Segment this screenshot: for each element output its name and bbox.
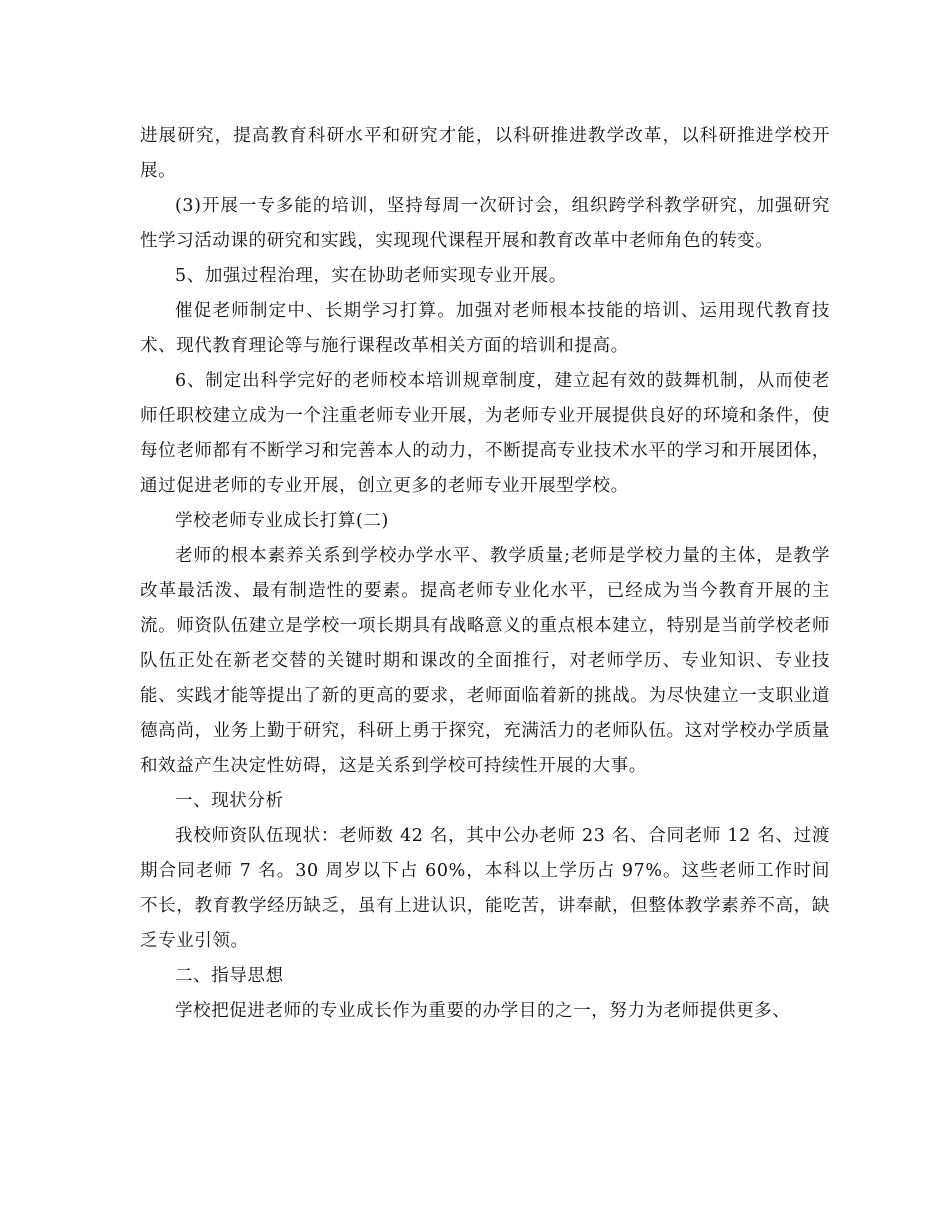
paragraph-staff-status: 我校师资队伍现状：老师数 42 名，其中公办老师 23 名、合同老师 12 名、过渡期合同老师 7 名。30 周岁以下占 60%，本科以上学历占 97%。这些老师工作时间不长，教育教学经历缺乏，虽有上进认识，能吃苦，讲奉献，但整体教学素养不高，缺乏专业引领。: [140, 826, 830, 951]
paragraph-item-3-training: (3)开展一专多能的培训，坚持每周一次研讨会，组织跨学科教学研究，加强研究性学习活动课的研究和实践，实现现代课程开展和教育改革中老师角色的转变。: [140, 196, 830, 251]
paragraph-teacher-quality: 老师的根本素养关系到学校办学水平、教学质量;老师是学校力量的主体，是教学改革最活泼、最有制造性的要素。提高老师专业化水平，已经成为当今教育开展的主流。师资队伍建立是学校一项长期具有战略意义的重点根本建立，特别是当前学校老师队伍正处在新老交替的关键时期和课改的全面推行，对老师学历、专业知识、专业技能、实践才能等提出了新的更高的要求，老师面临着新的挑战。为尽快建立一支职业道德高尚，业务上勤于研究，科研上勇于探究，充满活力的老师队伍。这对学校办学质量和效益产生决定性妨碍，这是关系到学校可持续性开展的大事。: [140, 546, 830, 776]
document-body: [140, 119, 830, 1029]
paragraph-item-6-system: 6、制定出科学完好的老师校本培训规章制度，建立起有效的鼓舞机制，从而使老师任职校建立成为一个注重老师专业开展，为老师专业开展提供良好的环境和条件，使每位老师都有不断学习和完善本人的动力，不断提高专业技术水平的学习和开展团体，通过促进老师的专业开展，创立更多的老师专业开展型学校。: [140, 371, 830, 496]
paragraph-school-goal: 学校把促进老师的专业成长作为重要的办学目的之一，努力为老师提供更多、: [175, 1001, 791, 1021]
heading-guiding-ideology: 二、指导思想: [175, 966, 284, 986]
heading-current-situation: 一、现状分析: [175, 791, 284, 811]
section-title-plan-two: 学校老师专业成长打算(二): [175, 511, 389, 531]
paragraph-research-continuation: 进展研究，提高教育科研水平和研究才能，以科研推进教学改革，以科研推进学校开展。: [140, 126, 830, 181]
paragraph-study-plan: 催促老师制定中、长期学习打算。加强对老师根本技能的培训、运用现代教育技术、现代教育理论等与施行课程改革相关方面的培训和提高。: [140, 301, 830, 356]
paragraph-item-5-heading: 5、加强过程治理，实在协助老师实现专业开展。: [175, 266, 567, 286]
